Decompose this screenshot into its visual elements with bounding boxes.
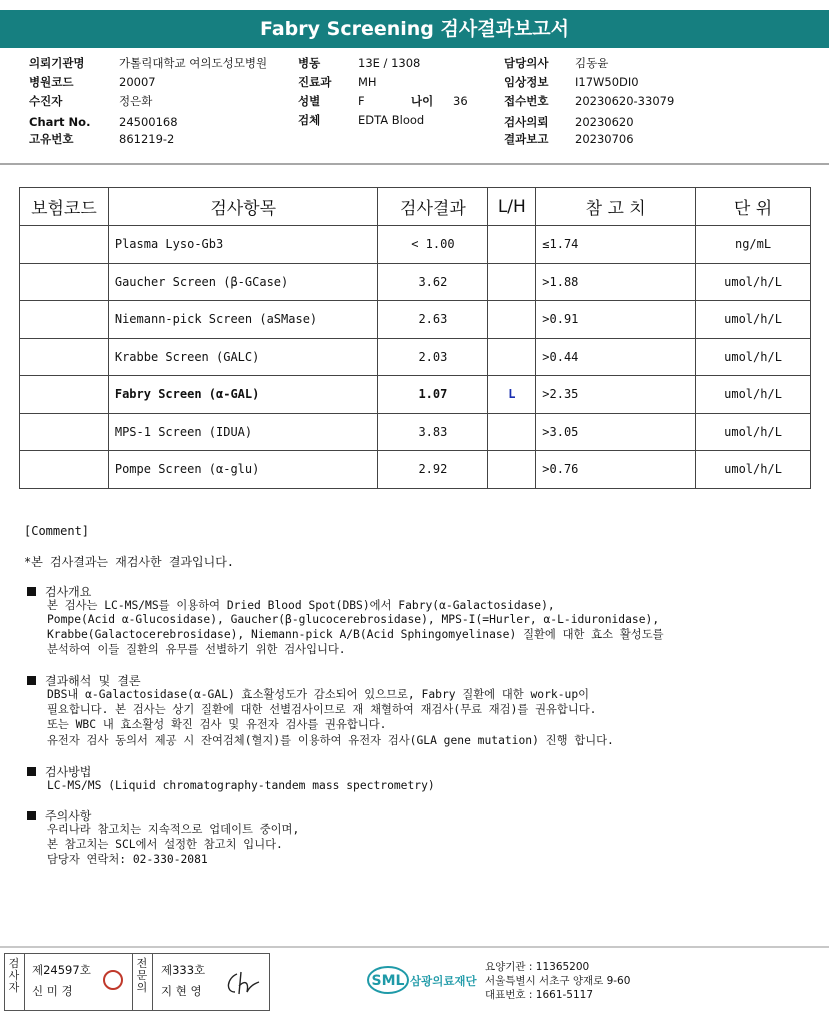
section-overview-line: Krabbe(Galactocerebrosidase), Niemann-pick A/B(Acid Sphingomyelinase) 질환에 대한 효소 활성도를	[47, 628, 664, 641]
section-overview-line: 본 검사는 LC-MS/MS를 이용하여 Dried Blood Spot(DBS)에서 Fabry(α-Galactosidase),	[47, 599, 555, 612]
value-department: MH	[358, 75, 377, 89]
cell-code	[20, 263, 109, 301]
value-ward: 13E / 1308	[358, 56, 421, 70]
label-hospital-code: 병원코드	[29, 75, 74, 89]
section-caution-line: 담당자 연락처: 02-330-2081	[47, 853, 208, 866]
svg-text:SML: SML	[371, 973, 405, 989]
reviewer-name: 지 현 영	[161, 984, 202, 998]
cell-result: 2.03	[378, 338, 488, 376]
table-row	[20, 338, 811, 376]
examiner-number: 제24597호	[32, 963, 91, 977]
reviewer-number: 제333호	[161, 963, 206, 977]
value-unique-id: 861219-2	[119, 132, 175, 146]
value-clinical-info: I17W50DI0	[575, 75, 639, 89]
cell-code	[20, 301, 109, 339]
cell-code	[20, 376, 109, 414]
cell-reference: >0.91	[536, 301, 696, 339]
section-interpretation-line: 필요합니다. 본 검사는 상기 질환에 대한 선별검사이므로 재 채혈하여 재검사(무료 재검)를 권유합니다.	[47, 703, 597, 716]
cell-unit: umol/h/L	[696, 301, 811, 339]
cell-unit: ng/mL	[696, 226, 811, 264]
cell-result: 2.63	[378, 301, 488, 339]
footer-divider	[0, 946, 829, 948]
cell-item: Pompe Screen (α-glu)	[108, 451, 378, 489]
bullet-square-icon	[27, 587, 36, 596]
seal-stamp-icon	[103, 970, 123, 990]
label-request-date: 검사의뢰	[504, 115, 549, 129]
table-header-row	[20, 188, 811, 226]
table-row	[20, 413, 811, 451]
value-chart-no: 24500168	[119, 115, 178, 129]
section-interpretation-line: 유전자 검사 동의서 제공 시 잔여검체(혈지)를 이용하여 유전자 검사(GLA gene mutation) 진행 합니다.	[47, 734, 614, 747]
cell-reference: >0.44	[536, 338, 696, 376]
cell-reference: >0.76	[536, 451, 696, 489]
comment-label: [Comment]	[24, 524, 90, 538]
cell-code	[20, 338, 109, 376]
cell-code	[20, 451, 109, 489]
cell-item: Fabry Screen (α-GAL)	[108, 376, 378, 414]
table-row	[20, 226, 811, 264]
cell-item: Plasma Lyso-Gb3	[108, 226, 378, 264]
section-overview-line: Pompe(Acid α-Glucosidase), Gaucher(β-glucocerebrosidase), MPS-I(=Hurler, α-L-iduronidase),	[47, 613, 660, 626]
cell-result: 1.07	[378, 376, 488, 414]
label-specimen: 검체	[298, 113, 321, 127]
section-overview-title: 검사개요	[27, 585, 91, 599]
value-receipt-no: 20230620-33079	[575, 94, 675, 108]
label-sex: 성별	[298, 94, 321, 108]
facility-code: 요양기관 : 11365200	[485, 961, 590, 973]
handwritten-signature-icon	[223, 968, 263, 998]
cell-reference: >1.88	[536, 263, 696, 301]
cell-lh	[488, 226, 536, 264]
col-header-insurance-code: 보험코드	[20, 188, 109, 226]
label-ward: 병동	[298, 56, 321, 70]
report-title: Fabry Screening 검사결과보고서	[0, 10, 829, 48]
signature-divider	[132, 954, 133, 1010]
signature-divider	[24, 954, 25, 1010]
cell-lh	[488, 338, 536, 376]
value-specimen: EDTA Blood	[358, 113, 425, 127]
signature-box	[4, 953, 270, 1011]
org-name: 삼광의료재단	[410, 974, 477, 988]
col-header-reference: 참 고 치	[536, 188, 696, 226]
value-hospital-code: 20007	[119, 75, 156, 89]
label-clinical-info: 임상정보	[504, 75, 549, 89]
section-method-title: 검사방법	[27, 765, 91, 779]
cell-reference: ≤1.74	[536, 226, 696, 264]
cell-unit: umol/h/L	[696, 338, 811, 376]
examiner-name: 신 미 경	[32, 984, 73, 998]
address: 서울특별시 서초구 양재로 9-60	[485, 975, 631, 987]
label-requesting-institution: 의뢰기관명	[29, 56, 85, 70]
col-header-lh: L/H	[488, 188, 536, 226]
value-report-date: 20230706	[575, 132, 634, 146]
cell-result: 3.62	[378, 263, 488, 301]
cell-lh-flag: L	[488, 376, 536, 414]
bullet-square-icon	[27, 676, 36, 685]
cell-unit: umol/h/L	[696, 413, 811, 451]
cell-item: MPS-1 Screen (IDUA)	[108, 413, 378, 451]
cell-item: Gaucher Screen (β-GCase)	[108, 263, 378, 301]
cell-reference: >3.05	[536, 413, 696, 451]
section-caution-title: 주의사항	[27, 809, 91, 823]
value-age: 36	[453, 94, 468, 108]
cell-unit: umol/h/L	[696, 451, 811, 489]
label-unique-id: 고유번호	[29, 132, 74, 146]
value-physician: 김동윤	[575, 56, 609, 70]
examiner-label: 검사자	[8, 957, 20, 994]
cell-item: Niemann-pick Screen (aSMase)	[108, 301, 378, 339]
cell-result: 2.92	[378, 451, 488, 489]
header-divider	[0, 163, 829, 165]
col-header-result: 검사결과	[378, 188, 488, 226]
reviewer-label: 전문의	[136, 957, 148, 994]
label-age: 나이	[411, 94, 434, 108]
cell-result: < 1.00	[378, 226, 488, 264]
results-table	[19, 187, 811, 489]
cell-lh	[488, 301, 536, 339]
section-interpretation-title: 결과해석 및 결론	[27, 674, 141, 688]
cell-unit: umol/h/L	[696, 263, 811, 301]
section-caution-line: 우리나라 참고치는 지속적으로 업데이트 중이며,	[47, 823, 300, 836]
label-receipt-no: 접수번호	[504, 94, 549, 108]
cell-unit: umol/h/L	[696, 376, 811, 414]
cell-lh	[488, 451, 536, 489]
value-request-date: 20230620	[575, 115, 634, 129]
section-overview-line: 분석하여 이들 질환의 유무를 선별하기 위한 검사입니다.	[47, 643, 346, 656]
section-interpretation-line: DBS내 α-Galactosidase(α-GAL) 효소활성도가 감소되어 있으므로, Fabry 질환에 대한 work-up이	[47, 688, 590, 701]
cell-item: Krabbe Screen (GALC)	[108, 338, 378, 376]
value-patient: 정은화	[119, 94, 153, 108]
cell-reference: >2.35	[536, 376, 696, 414]
label-department: 진료과	[298, 75, 332, 89]
phone: 대표번호 : 1661-5117	[485, 989, 594, 1001]
table-row	[20, 263, 811, 301]
cell-lh	[488, 263, 536, 301]
cell-lh	[488, 413, 536, 451]
label-patient: 수진자	[29, 94, 63, 108]
section-caution-line: 본 참고치는 SCL에서 설정한 참고치 입니다.	[47, 838, 283, 851]
cell-code	[20, 226, 109, 264]
cell-result: 3.83	[378, 413, 488, 451]
bullet-square-icon	[27, 767, 36, 776]
value-sex: F	[358, 94, 365, 108]
table-row	[20, 451, 811, 489]
label-chart-no: Chart No.	[29, 115, 91, 129]
table-row-abnormal	[20, 376, 811, 414]
section-interpretation-line: 또는 WBC 내 효소활성 확진 검사 및 유전자 검사를 권유합니다.	[47, 718, 387, 731]
cell-code	[20, 413, 109, 451]
sml-logo-icon	[366, 960, 410, 1000]
label-physician: 담당의사	[504, 56, 549, 70]
col-header-test-item: 검사항목	[108, 188, 378, 226]
bullet-square-icon	[27, 811, 36, 820]
signature-divider	[152, 954, 153, 1010]
col-header-unit: 단 위	[696, 188, 811, 226]
label-report-date: 결과보고	[504, 132, 549, 146]
table-row	[20, 301, 811, 339]
section-method-line: LC-MS/MS (Liquid chromatography-tandem mass spectrometry)	[47, 779, 435, 792]
value-requesting-institution: 가톨릭대학교 여의도성모병원	[119, 56, 268, 70]
comment-note: *본 검사결과는 재검사한 결과입니다.	[24, 555, 235, 569]
